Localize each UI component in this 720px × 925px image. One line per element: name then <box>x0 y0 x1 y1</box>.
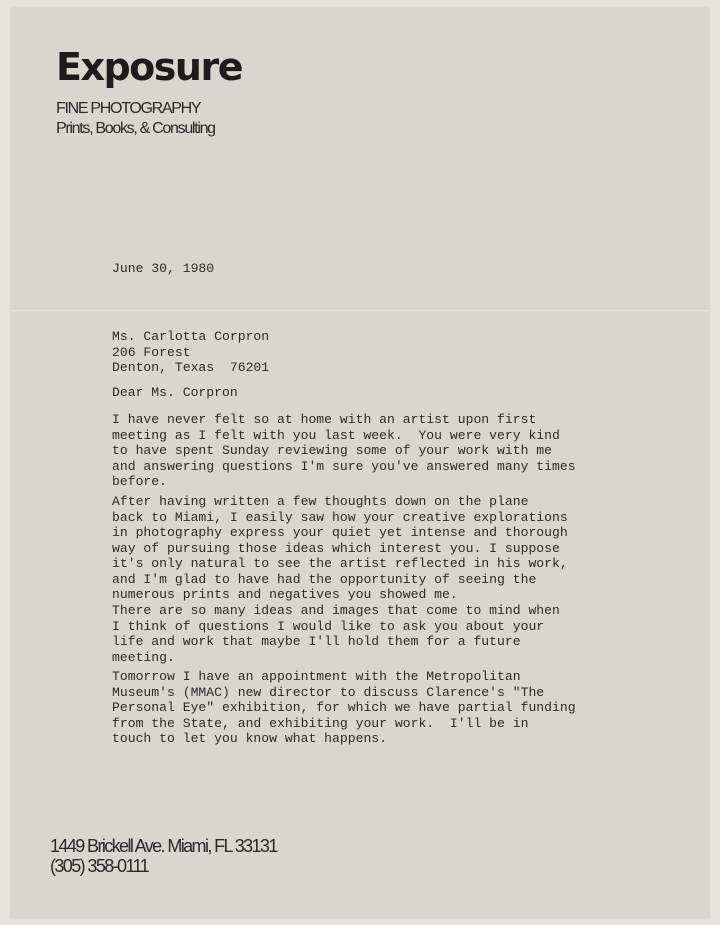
recipient-address: Ms. Carlotta Corpron 206 Forest Denton, Texas 76201 <box>112 329 270 375</box>
letterhead-tagline-1: FINE PHOTOGRAPHY <box>56 100 201 117</box>
paper-fold-line <box>11 310 709 312</box>
paragraph-4: Tomorrow I have an appointment with the Metropolitan Museum's (MMAC) new director to discuss Clarence's "The Personal Eye" exhibition, for which we have partial funding from the State, and exhibiting your work. I'll be in touch to let you know what happens. <box>112 669 576 746</box>
letterhead-tagline-2: Prints, Books, & Consulting <box>56 120 215 137</box>
paragraph-1: I have never felt so at home with an artist upon first meeting as I felt with you last week. You were very kind to have spent Sunday reviewing some of your work with me and answering questions I'm sure you've answered many times before. <box>112 412 576 489</box>
footer-phone: (305) 358-0111 <box>50 856 149 876</box>
letter-sheet <box>11 8 709 918</box>
letterhead-logo: Exposure <box>56 45 242 89</box>
paragraph-2: After having written a few thoughts down on the plane back to Miami, I easily saw how your creative explorations in photography express your quiet yet intense and thorough way of pursuing those ideas which interest you. I suppose it's only natural to see the artist reflected in his work, and I'm glad to have had the opportunity of seeing the numerous prints and negatives you showed me. <box>112 494 568 602</box>
letter-date: June 30, 1980 <box>112 261 215 276</box>
salutation: Dear Ms. Corpron <box>112 385 238 400</box>
footer-address: 1449 Brickell Ave. Miami, FL 33131 <box>50 836 277 856</box>
paragraph-3: There are so many ideas and images that come to mind when I think of questions I would like to ask you about your life and work that maybe I'll hold them for a future meeting. <box>112 603 560 665</box>
